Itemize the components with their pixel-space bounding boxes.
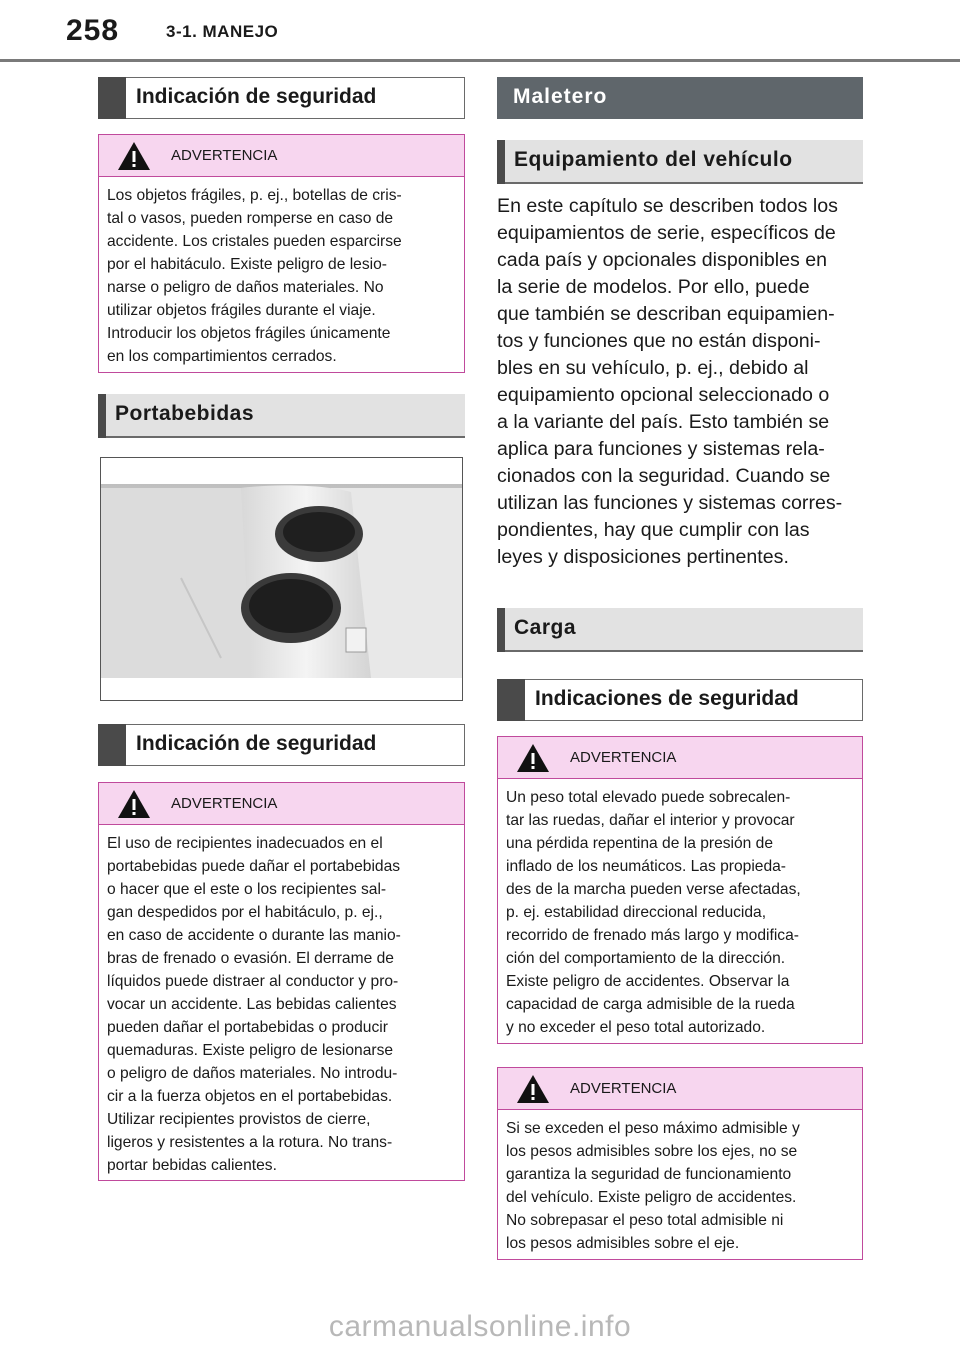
text-line: garantiza la seguridad de funcionamiento xyxy=(506,1166,792,1183)
warning-text xyxy=(498,1110,862,1263)
warning-triangle-icon xyxy=(515,742,551,774)
text-line: pondientes, hay que cumplir con las xyxy=(497,519,810,541)
text-line: en los compartimientos cerrados. xyxy=(107,348,337,365)
warning-box-total-weight xyxy=(497,736,863,1044)
text-line: utilizar objetos frágiles durante el viaje. xyxy=(107,302,376,319)
text-line: tal o vasos, pueden romperse en caso de xyxy=(107,210,394,227)
warning-text xyxy=(99,825,464,1185)
header-rule xyxy=(0,59,960,62)
text-line: líquidos puede distraer al conductor y pro- xyxy=(107,973,399,990)
text-line: des de la marcha pueden verse afectadas, xyxy=(506,881,801,898)
text-line: aplica para funciones y sistemas rela- xyxy=(497,438,825,460)
warning-triangle-icon xyxy=(116,140,152,172)
text-line: equipamiento opcional seleccionado o xyxy=(497,384,830,406)
warning-header xyxy=(99,783,464,825)
heading-cupholders xyxy=(98,394,465,438)
text-line: vocar un accidente. Las bebidas calientes xyxy=(107,996,397,1013)
watermark: carmanualsonline.info xyxy=(328,1310,632,1343)
warning-title: ADVERTENCIA xyxy=(171,795,278,812)
cupholder-illustration xyxy=(100,457,463,701)
text-line: a la variante del país. Esto también se xyxy=(497,411,830,433)
heading-safety-notes xyxy=(497,679,863,721)
heading-text: Portabebidas xyxy=(115,402,255,425)
text-line: inflado de los neumáticos. Las propieda- xyxy=(506,858,786,875)
text-line: quemaduras. Existe peligro de lesionarse xyxy=(107,1042,394,1059)
warning-box-axle-weight xyxy=(497,1067,863,1260)
heading-trunk xyxy=(497,77,863,119)
text-line: narse o peligro de daños materiales. No xyxy=(107,279,384,296)
heading-text: Maletero xyxy=(513,85,608,108)
text-line: bles en su vehículo, p. ej., debido al xyxy=(497,357,809,379)
text-line: capacidad de carga admisible de la rueda xyxy=(506,996,795,1013)
heading-text: Indicación de seguridad xyxy=(136,732,377,755)
warning-title: ADVERTENCIA xyxy=(570,1080,677,1097)
text-line: portabebidas puede dañar el portabebidas xyxy=(107,858,401,875)
text-line: p. ej. estabilidad direccional reducida, xyxy=(506,904,767,921)
heading-text: Carga xyxy=(514,616,577,639)
warning-header xyxy=(498,1068,862,1110)
heading-load xyxy=(497,608,863,652)
text-line: utilizan las funciones y sistemas corres- xyxy=(497,492,843,514)
text-line: la serie de modelos. Por ello, puede xyxy=(497,276,810,298)
warning-text xyxy=(498,779,862,1047)
text-line: Existe peligro de accidentes. Observar la xyxy=(506,973,790,990)
warning-text xyxy=(99,177,464,376)
text-line: No sobrepasar el peso total admisible ni xyxy=(506,1212,784,1229)
heading-text: Indicaciones de seguridad xyxy=(535,687,799,710)
text-line: tos y funciones que no están disponi- xyxy=(497,330,821,352)
text-line: Utilizar recipientes provistos de cierre, xyxy=(107,1111,371,1128)
section-label: 3-1. MANEJO xyxy=(166,22,279,41)
text-line: El uso de recipientes inadecuados en el xyxy=(107,835,383,852)
warning-triangle-icon xyxy=(515,1073,551,1105)
warning-header xyxy=(99,135,464,177)
text-line: en caso de accidente o durante las manio- xyxy=(107,927,401,944)
warning-box-cupholder xyxy=(98,782,465,1181)
text-line: los pesos admisibles sobre los ejes, no se xyxy=(506,1143,798,1160)
text-line: y no exceder el peso total autorizado. xyxy=(506,1019,766,1036)
text-line: cionados con la seguridad. Cuando se xyxy=(497,465,831,487)
text-line: Introducir los objetos frágiles únicamente xyxy=(107,325,391,342)
text-line: cada país y opcionales disponibles en xyxy=(497,249,828,271)
text-line: tar las ruedas, dañar el interior y provocar xyxy=(506,812,795,829)
warning-title: ADVERTENCIA xyxy=(570,749,677,766)
heading-safety-note-2 xyxy=(98,724,465,766)
warning-title: ADVERTENCIA xyxy=(171,147,278,164)
text-line: accidente. Los cristales pueden esparcirse xyxy=(107,233,402,250)
text-line: Un peso total elevado puede sobrecalen- xyxy=(506,789,791,806)
text-line: Si se exceden el peso máximo admisible y xyxy=(506,1120,800,1137)
text-line: pueden dañar el portabebidas o producir xyxy=(107,1019,388,1036)
warning-triangle-icon xyxy=(116,788,152,820)
text-line: En este capítulo se describen todos los xyxy=(497,195,838,217)
text-line: recorrido de frenado más largo y modifica- xyxy=(506,927,799,944)
warning-box-fragile xyxy=(98,134,465,373)
text-line: portar bebidas calientes. xyxy=(107,1157,277,1174)
text-line: por el habitáculo. Existe peligro de lesio- xyxy=(107,256,387,273)
text-line: Los objetos frágiles, p. ej., botellas de cris- xyxy=(107,187,402,204)
text-line: leyes y disposiciones pertinentes. xyxy=(497,546,789,568)
text-line: o peligro de daños materiales. No introdu- xyxy=(107,1065,398,1082)
heading-safety-note xyxy=(98,77,465,119)
text-line: una pérdida repentina de la presión de xyxy=(506,835,774,852)
text-line: gan despedidos por el habitáculo, p. ej., xyxy=(107,904,383,921)
warning-header xyxy=(498,737,862,779)
heading-text: Indicación de seguridad xyxy=(136,85,377,108)
text-line: o hacer que el este o los recipientes sal- xyxy=(107,881,387,898)
text-line: equipamientos de serie, específicos de xyxy=(497,222,836,244)
text-line: los pesos admisibles sobre el eje. xyxy=(506,1235,740,1252)
equipment-paragraph xyxy=(497,193,863,571)
text-line: cir a la fuerza objetos en el portabebidas. xyxy=(107,1088,393,1105)
page-number: 258 xyxy=(66,14,120,47)
text-line: bras de frenado o evasión. El derrame de xyxy=(107,950,394,967)
text-line: ligeros y resistentes a la rotura. No trans- xyxy=(107,1134,393,1151)
heading-vehicle-equipment xyxy=(497,140,863,184)
text-line: que también se describan equipamien- xyxy=(497,303,835,325)
text-line: ción del comportamiento de la dirección. xyxy=(506,950,786,967)
text-line: del vehículo. Existe peligro de accidentes. xyxy=(506,1189,797,1206)
heading-text: Equipamiento del vehículo xyxy=(514,148,793,171)
